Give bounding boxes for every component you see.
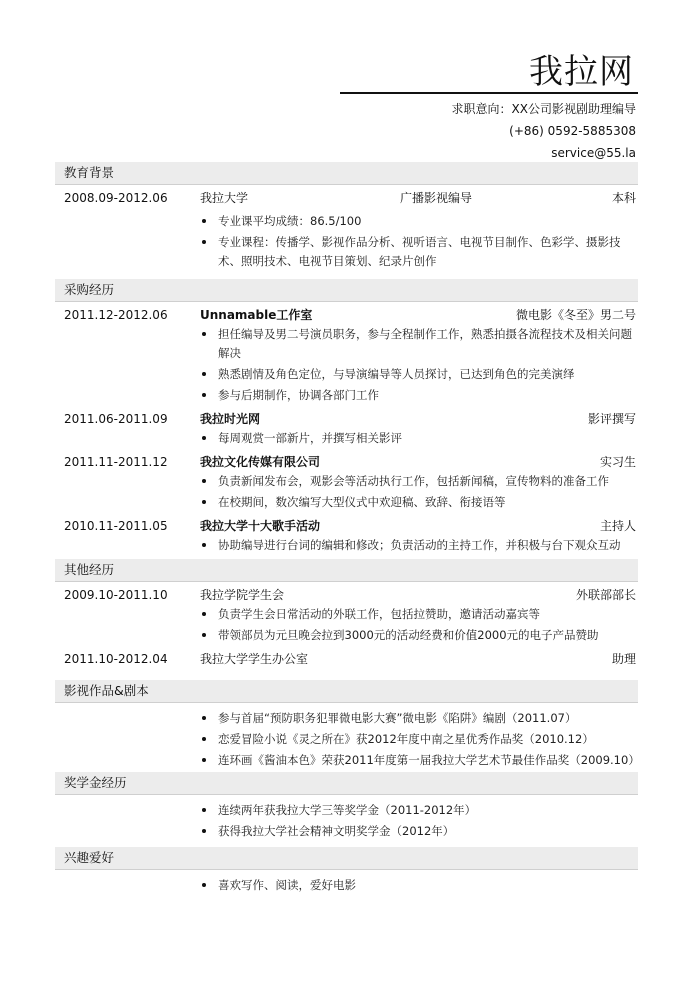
bullet-icon xyxy=(202,883,206,887)
bullet-icon xyxy=(202,500,206,504)
job-objective: 求职意向：XX公司影视剧助理编导 xyxy=(451,102,636,116)
work-bullets xyxy=(200,472,638,512)
list-item: 参与首届“预防职务犯罪微电影大赛”微电影《陷阱》编剧（2011.07） xyxy=(200,709,638,728)
work-bullets xyxy=(200,536,638,555)
bullet-icon xyxy=(202,737,206,741)
work-bullets xyxy=(200,325,638,405)
entry-org: 我拉大学十大歌手活动 xyxy=(200,519,321,533)
entry-date: 2010.11-2011.05 xyxy=(64,519,168,533)
resume-name: 我拉网 xyxy=(529,52,634,92)
degree: 本科 xyxy=(611,191,636,205)
other-entry xyxy=(55,585,638,605)
section-title: 教育背景 xyxy=(55,162,638,185)
bullet-icon xyxy=(202,219,206,223)
entry-role: 微电影《冬至》男二号 xyxy=(515,308,636,322)
list-item: 在校期间，数次编写大型仪式中欢迎稿、致辞、衔接语等 xyxy=(200,493,638,512)
bullet-icon xyxy=(202,716,206,720)
bullet-icon xyxy=(202,479,206,483)
entry-org: 我拉文化传媒有限公司 xyxy=(200,455,321,469)
section-title: 采购经历 xyxy=(55,279,638,302)
section-work xyxy=(55,279,638,557)
entry-org: 我拉学院学生会 xyxy=(200,588,285,602)
bullet-icon xyxy=(202,393,206,397)
list-item: 连环画《酱油本色》荣获2011年度第一届我拉大学艺术节最佳作品奖（2009.10） xyxy=(200,751,638,770)
list-item: 负责新闻发布会，观影会等活动执行工作，包括新闻稿，宣传物料的准备工作 xyxy=(200,472,638,491)
phone-number: (+86) 0592-5885308 xyxy=(509,124,636,138)
entry-role: 外联部部长 xyxy=(575,588,636,602)
entry-role: 主持人 xyxy=(599,519,636,533)
work-entry xyxy=(55,452,638,472)
list-item: 获得我拉大学社会精神文明奖学金（2012年） xyxy=(200,822,638,841)
work-entry xyxy=(55,409,638,429)
section-other xyxy=(55,559,638,669)
work-bullets xyxy=(200,429,638,448)
school-name: 我拉大学 xyxy=(200,191,249,205)
hobbies-bullets xyxy=(200,876,638,895)
bullet-icon xyxy=(202,758,206,762)
list-item: 喜欢写作、阅读，爱好电影 xyxy=(200,876,638,895)
entry-date: 2009.10-2011.10 xyxy=(64,588,168,602)
major-name: 广播影视编导 xyxy=(400,191,473,205)
contact-block xyxy=(452,98,636,164)
section-education xyxy=(55,162,638,273)
list-item: 恋爱冒险小说《灵之所在》获2012年度中南之星优秀作品奖（2010.12） xyxy=(200,730,638,749)
list-item: 协助编导进行台词的编辑和修改；负责活动的主持工作，并积极与台下观众互动 xyxy=(200,536,638,555)
entry-org: Unnamable工作室 xyxy=(200,308,313,322)
entry-date: 2008.09-2012.06 xyxy=(64,191,168,205)
section-title: 奖学金经历 xyxy=(55,772,638,795)
list-item: 参与后期制作，协调各部门工作 xyxy=(200,386,638,405)
bullet-icon xyxy=(202,808,206,812)
other-bullets xyxy=(200,605,638,645)
bullet-icon xyxy=(202,829,206,833)
works-bullets xyxy=(200,709,638,770)
list-item: 带领部员为元旦晚会拉到3000元的活动经费和价值2000元的电子产品赞助 xyxy=(200,626,638,645)
list-item: 连续两年获我拉大学三等奖学金（2011-2012年） xyxy=(200,801,638,820)
entry-org: 我拉时光网 xyxy=(200,412,261,426)
entry-date: 2011.10-2012.04 xyxy=(64,652,168,666)
bullet-icon xyxy=(202,633,206,637)
bullet-icon xyxy=(202,436,206,440)
entry-date: 2011.12-2012.06 xyxy=(64,308,168,322)
section-title: 影视作品&剧本 xyxy=(55,680,638,703)
entry-role: 助理 xyxy=(611,652,636,666)
education-bullets xyxy=(200,212,638,271)
scholarship-bullets xyxy=(200,801,638,841)
work-entry xyxy=(55,516,638,536)
entry-role: 影评撰写 xyxy=(587,412,636,426)
list-item: 担任编导及男二号演员职务，参与全程制作工作，熟悉拍摄各流程技术及相关问题解决 xyxy=(200,325,638,363)
entry-date: 2011.06-2011.09 xyxy=(64,412,168,426)
bullet-icon xyxy=(202,372,206,376)
header-divider xyxy=(340,92,638,94)
education-entry xyxy=(55,188,638,208)
email-address: service@55.la xyxy=(551,146,636,160)
bullet-icon xyxy=(202,332,206,336)
entry-date: 2011.11-2011.12 xyxy=(64,455,168,469)
work-entry xyxy=(55,305,638,325)
list-item: 每周观赏一部新片，并撰写相关影评 xyxy=(200,429,638,448)
list-item: 负责学生会日常活动的外联工作，包括拉赞助，邀请活动嘉宾等 xyxy=(200,605,638,624)
entry-role: 实习生 xyxy=(599,455,636,469)
section-hobbies xyxy=(55,847,638,897)
section-works xyxy=(55,680,638,772)
list-item: 专业课程：传播学、影视作品分析、视听语言、电视节目制作、色彩学、摄影技术、照明技术、电视节目策划、纪录片创作 xyxy=(200,233,638,271)
entry-org: 我拉大学学生办公室 xyxy=(200,652,309,666)
section-scholarship xyxy=(55,772,638,843)
list-item: 熟悉剧情及角色定位，与导演编导等人员探讨，已达到角色的完美演绎 xyxy=(200,365,638,384)
section-title: 兴趣爱好 xyxy=(55,847,638,870)
list-item: 专业课平均成绩：86.5/100 xyxy=(200,212,638,231)
bullet-icon xyxy=(202,612,206,616)
other-entry xyxy=(55,649,638,669)
bullet-icon xyxy=(202,543,206,547)
section-title: 其他经历 xyxy=(55,559,638,582)
bullet-icon xyxy=(202,240,206,244)
